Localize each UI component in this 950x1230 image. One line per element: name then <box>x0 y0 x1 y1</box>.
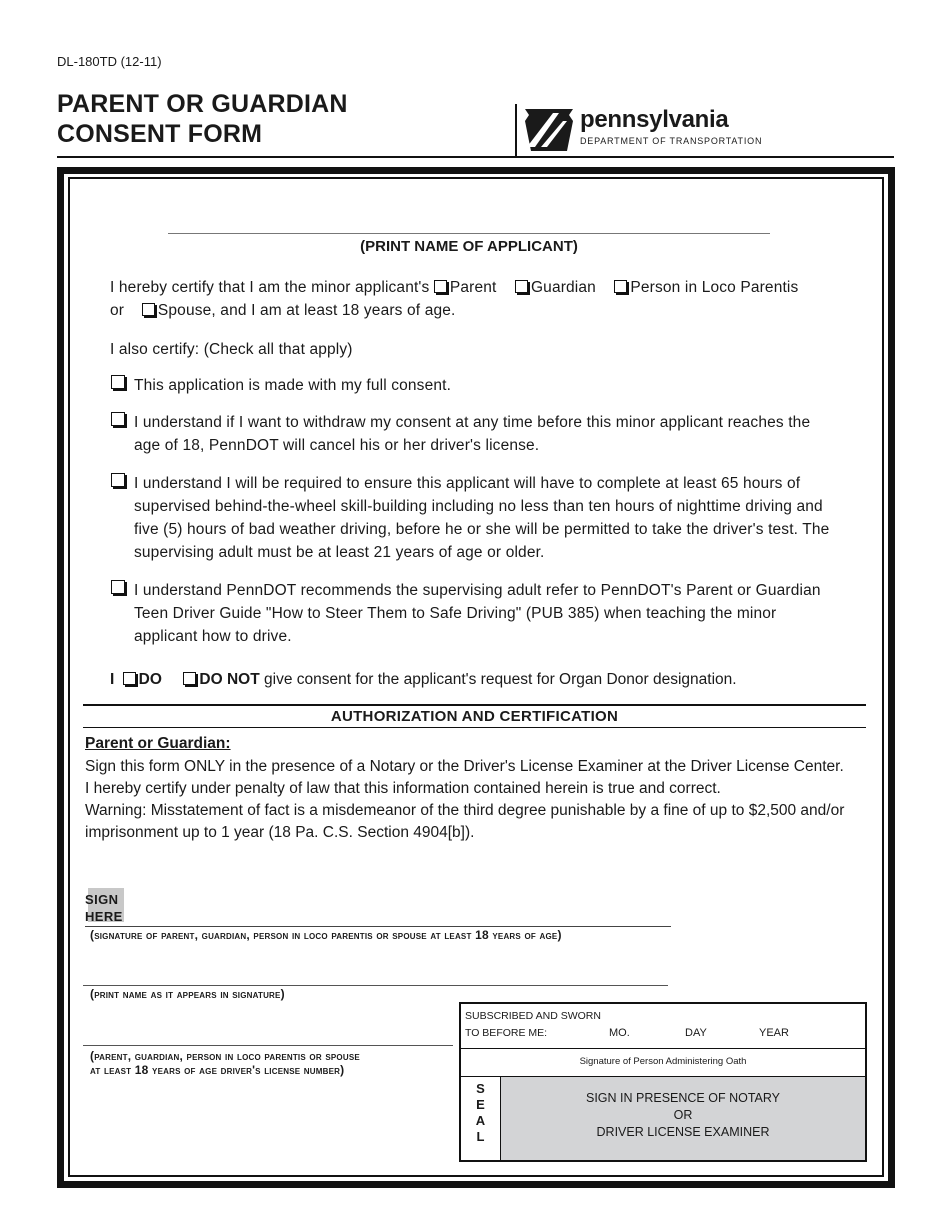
license-number-label <box>90 1049 360 1077</box>
signature-field[interactable] <box>85 926 671 927</box>
signature-label: (signature of parent, guardian, person in loco parentis or spouse at least 18 years of age) <box>90 928 562 942</box>
withdraw-item-text: I understand if I want to withdraw my consent at any time before this minor applicant reaches the age of 18, PennDOT will cancel his or her driver's license. <box>134 414 811 454</box>
license-label-line2: at least 18 years of age driver's license number) <box>90 1063 345 1077</box>
supervised-hours-checkbox[interactable] <box>111 473 125 487</box>
seal-letter-a: A <box>475 1113 486 1128</box>
consent-item-text: This application is made with my full consent. <box>134 377 452 394</box>
auth-top-rule <box>83 704 866 706</box>
guardian-checkbox[interactable] <box>515 280 528 293</box>
spouse-option-label: Spouse, and I am at least 18 years of age. <box>157 302 456 319</box>
print-name-field[interactable] <box>83 985 668 986</box>
parent-checkbox[interactable] <box>434 280 447 293</box>
seal-instruction-line2: OR <box>673 1108 693 1122</box>
auth-line-3: Warning: Misstatement of fact is a misdemeanor of the third degree punishable by a fine of up to $2,500 and/or imprisonment up to 1 year (18 Pa. C.S. Section 4904[b]). <box>85 802 845 841</box>
organ-do-label: DO <box>138 671 162 688</box>
oath-signature-field[interactable] <box>461 1049 865 1077</box>
auth-title: AUTHORIZATION AND CERTIFICATION <box>330 708 619 725</box>
logo-name: pennsylvania <box>580 106 729 133</box>
header-rule <box>57 156 894 158</box>
day-label: DAY <box>685 1027 707 1039</box>
logo-department: DEPARTMENT OF TRANSPORTATION <box>580 136 763 146</box>
consent-checkbox[interactable] <box>111 375 125 389</box>
seal-area[interactable] <box>501 1077 865 1160</box>
organ-prefix: I <box>110 671 115 688</box>
month-label: MO. <box>609 1027 630 1039</box>
seal-letter-l: L <box>476 1129 485 1144</box>
notary-date-section[interactable] <box>461 1004 865 1049</box>
to-before-label: TO BEFORE ME: <box>465 1027 548 1039</box>
guardian-option-label: Guardian <box>530 279 596 296</box>
form-title <box>57 89 348 149</box>
auth-body <box>85 756 855 844</box>
driver-guide-checkbox[interactable] <box>111 580 125 594</box>
auth-subtitle: Parent or Guardian: <box>85 735 231 752</box>
seal-instruction-line1: SIGN IN PRESENCE OF NOTARY <box>585 1091 780 1105</box>
seal-letter-e: E <box>476 1097 485 1112</box>
logo-divider <box>515 104 517 157</box>
subscribed-label: SUBSCRIBED AND SWORN <box>465 1010 601 1022</box>
supervised-hours-item-text: I understand I will be required to ensure this applicant will have to complete at least 65 hours of supervised behind-the-wheel skill-building including no less than ten hours of nighttime driving and five (5) hours of bad weather driving, before he or she will be permitted to take the driver's test. The supervising adult must be at least 21 years of age or older. <box>134 475 830 561</box>
license-label-line1: (parent, guardian, person in loco parentis or spouse <box>90 1049 360 1063</box>
auth-line-2: I hereby certify under penalty of law that this information contained herein is true and correct. <box>85 780 721 797</box>
sign-here-line1: SIGN <box>85 892 119 907</box>
oath-label: Signature of Person Administering Oath <box>579 1056 747 1067</box>
form-title-line2: CONSENT FORM <box>57 120 263 148</box>
notary-box <box>459 1002 867 1162</box>
auth-bottom-rule <box>83 727 866 728</box>
parent-option-label: Parent <box>449 279 497 296</box>
loco-parentis-option-label: Person in Loco Parentis <box>630 279 799 296</box>
auth-line-1: Sign this form ONLY in the presence of a Notary or the Driver's License Examiner at the Driver License Center. <box>85 758 844 775</box>
organ-do-checkbox[interactable] <box>123 672 136 685</box>
organ-consent-text: give consent for the applicant's request for Organ Donor designation. <box>264 671 737 688</box>
organ-do-not-label: DO NOT <box>199 671 260 688</box>
applicant-name-label: (PRINT NAME OF APPLICANT) <box>360 238 578 255</box>
form-title-line1: PARENT OR GUARDIAN <box>57 90 348 118</box>
withdraw-checkbox[interactable] <box>111 412 125 426</box>
print-name-label: (print name as it appears in signature) <box>90 987 285 1001</box>
relationship-statement <box>110 276 840 322</box>
certify-intro: I also certify: (Check all that apply) <box>110 341 353 358</box>
sign-here-line2: HERE <box>85 909 123 924</box>
year-label: YEAR <box>759 1027 789 1039</box>
relationship-intro: I hereby certify that I am the minor applicant's <box>110 279 430 296</box>
organ-do-not-checkbox[interactable] <box>183 672 196 685</box>
loco-parentis-checkbox[interactable] <box>614 280 627 293</box>
seal-instruction-line3: DRIVER LICENSE EXAMINER <box>596 1125 770 1139</box>
driver-guide-item-text: I understand PennDOT recommends the supervising adult refer to PennDOT's Parent or Guardian Teen Driver Guide "How to Steer Them to Safe Driving" (PUB 385) when teaching the minor applicant how to drive. <box>134 582 821 645</box>
or-text: or <box>110 302 125 319</box>
organ-donor-statement <box>110 669 737 691</box>
keystone-road-icon <box>523 107 575 153</box>
license-number-field[interactable] <box>83 1045 453 1046</box>
form-number: DL-180TD (12-11) <box>57 54 162 69</box>
sign-here-label <box>85 891 123 925</box>
spouse-checkbox[interactable] <box>142 303 155 316</box>
seal-column <box>461 1077 501 1160</box>
applicant-name-field[interactable] <box>168 233 770 234</box>
seal-letter-s: S <box>476 1081 485 1096</box>
